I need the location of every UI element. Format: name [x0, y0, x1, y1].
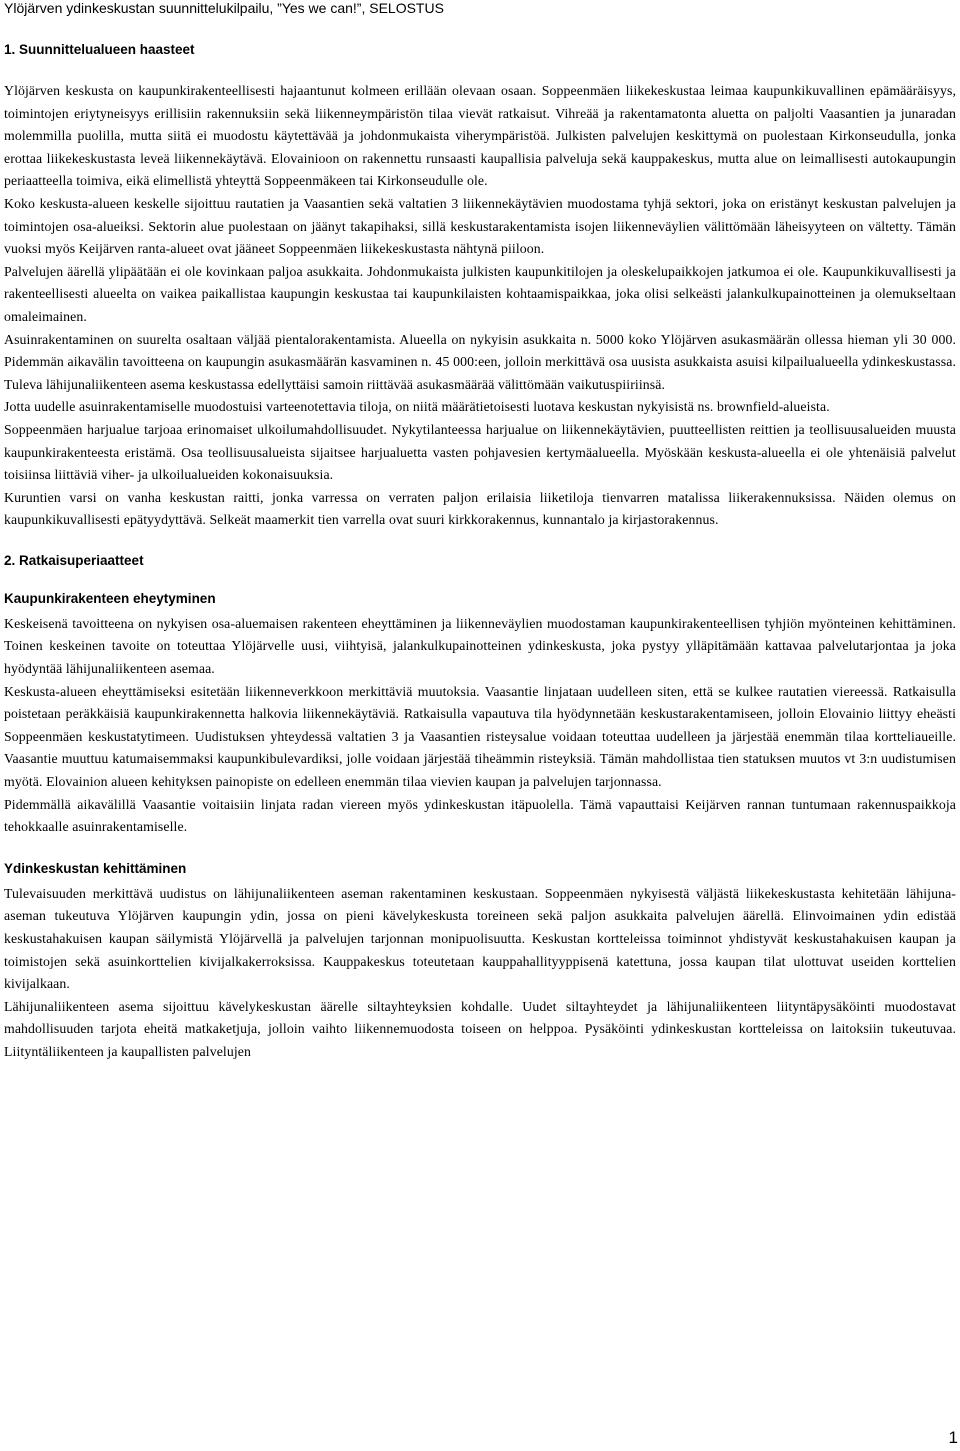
paragraph: Koko keskusta-alueen keskelle sijoittuu rautatien ja Vaasantien sekä valtatien 3 liikennekäytävien muodostama tyhjä sektori, joka on eristänyt keskustan palvelujen ja toimintojen osa-alueiksi. Sektorin alue puolestaan on jäänyt takapihaksi, sillä keskustarakentamista isojen liikenneväylien välittömään läheisyyteen on vältetty. Tämän vuoksi myös Keijärven ranta-alueet ovat jääneet Soppeenmäen liikekeskustasta nähtynä piiloon.	[4, 195, 956, 257]
paragraph: Jotta uudelle asuinrakentamiselle muodostuisi varteenotettavia tiloja, on niitä määrätietoisesti luotava keskustan nykyisistä ns. brownfield-alueista.	[4, 399, 830, 415]
paragraph: Ylöjärven keskusta on kaupunkirakenteellisesti hajaantunut kolmeen erillään olevaan osaan. Soppeenmäen liikekeskustaa leimaa kaupunkikuvallinen epämääräisyys, toimintojen eriytyneisyys erillisiin rakennuksiin sekä liikenneympäristön tilaa vievät ratkaisut. Vihreää ja rakentamatonta aluetta on paljolti Vaasantien ja junaradan molemmilla puolilla, mutta siitä ei muodostu käytettävää ja johdonmukaista viherympäristöä. Julkisten palvelujen keskittymä on puolestaan Kirkonseudulla, jonka erottaa liikekeskustasta leveä liikennekäytävä. Elovainioon on rakennettu runsaasti kaupallisia palveluja sekä kauppakeskus, mutta alue on leimallisesti autokaupungin periaatteella toimiva, eikä elimellistä yhteyttä Soppeenmäkeen tai Kirkonseudulle ole.	[4, 83, 956, 189]
paragraph: Keskusta-alueen eheyttämiseksi esitetään liikenneverkkoon merkittäviä muutoksia. Vaasantie linjataan uudelleen siten, että se kulkee rautatien viereessä. Ratkaisulla poistetaan peräkkäisiä kaupunkirakennetta halkovia liikennekäytäviä. Ratkaisulla vapautuva tila hyödynnetään keskustarakentamiseen, jolloin Elovainio liittyy eheästi Soppeenmäen keskustatytimeen. Uudistuksen yhteydessä valtatien 3 ja Vaasantien risteysalue voidaan toteuttaa uudelleen ja järjestää enemmän tilaa kortteliaueille. Vaasantie muuttuu katumaisemmaksi kaupunkibulevardiksi, jolle voidaan järjestää tiheämmin risteyksiä. Tämän mahdollistaa tien statuksen muutos vt 3:n uudistumisen myötä. Elovainion alueen kehityksen painopiste on edelleen enemmän tilaa vievien kaupan ja palvelujen tarjonnassa.	[4, 683, 956, 790]
paragraph: Pidemmällä aikavälillä Vaasantie voitaisiin linjata radan viereen myös ydinkeskustan itäpuolella. Tämä vapauttaisi Keijärven rannan tuntumaan rakennuspaikkoja tehokkaalle asuinrakentamiselle.	[4, 796, 956, 835]
document-page	[4, 0, 956, 1064]
subsection-heading-ydinkeskusta: Ydinkeskustan kehittäminen	[4, 860, 187, 876]
document-title: Ylöjärven ydinkeskustan suunnittelukilpailu, ”Yes we can!”, SELOSTUS	[4, 0, 444, 16]
paragraph: Tulevaisuuden merkittävä uudistus on lähijunaliikenteen aseman rakentaminen keskustaan. Soppeenmäen nykyisestä väljästä liikekeskustasta kehitetään lähijuna-aseman tukeutuva Ylöjärven kaupungin ydin, jossa on pieni kävelykeskusta toreineen sekä paljon asukkaita palvelujen äärellä. Elinvoimainen ydin edistää keskustahakuisen kaupan säilymistä Ylöjärvellä ja palvelujen tarjonnan monipuolisuutta. Keskustan kortteleissa toiminnot yhdistyvät keskustahakuisen kaupan ja toimistojen sekä asuinkorttelien kivijalkakerroksissa. Kauppakeskus toteutetaan kauppahallityyppisenä katettuna, jossa kaupan tilat ulottuvat useiden korttelien kivijalkaan.	[4, 885, 956, 992]
page-number: 1	[948, 1428, 958, 1447]
spacer	[4, 839, 956, 861]
paragraph: Asuinrakentaminen on suurelta osaltaan väljää pientalorakentamista. Alueella on nykyisin asukkaita n. 5000 koko Ylöjärven asukasmäärän ollessa hieman yli 30 000. Pidemmän aikavälin tavoitteena on kaupungin asukasmäärän kasvaminen n. 45 000:een, jolloin merkittävä osa uusista asukkaista asuisi kilpailualueella ydinkeskustassa. Tuleva lähijunaliikenteen asema keskustassa edellyttäisi samoin riittävää asukasmäärää välittömään vaikutuspiiriinsä.	[4, 331, 956, 392]
paragraph: Kuruntien varsi on vanha keskustan raitti, jonka varressa on verraten paljon erilaisia liiketiloja tienvarren matalissa liikerakennuksissa. Näiden olemus on kaupunkikuvallisesti epätyydyttävä. Selkeät maamerkit tien varrella ovat suuri kirkkorakennus, kunnantalo ja kirjastorakennus.	[4, 489, 956, 528]
paragraph: Lähijunaliikenteen asema sijoittuu kävelykeskustan äärelle siltayhteyksien kohdalle. Uudet siltayhteydet ja lähijunaliikenteen liityntäpysäköinti muodostavat mahdollisuuden tarjota eheitä matkaketjuja, jolloin vaihto liikennemuodosta toiseen on helppoa. Pysäköinti ydinkeskustan kortteleissa on laitoksiin tukeutuvaa. Liityntäliikenteen ja kaupallisten palvelujen	[4, 998, 956, 1059]
section-heading-ratkaisuperiaatteet: 2. Ratkaisuperiaatteet	[4, 552, 144, 568]
subsection-body-ydinkeskusta	[4, 883, 956, 1064]
paragraph: Soppeenmäen harjualue tarjoaa erinomaiset ulkoilumahdollisuudet. Nykytilanteessa harjualue on liikennekäytävien, puutteellisten reittien ja teollisuusalueiden muusta kaupunkirakenteesta eristämä. Osa teollisuusalueista sijaitsee harjualuetta vasten pohjavesien kertymäalueella. Myöskään keskusta-alueella ei ole yhtenäisiä palvelut toisiinsa liittäviä viher- ja ulkoilualueiden kokonaisuuksia.	[4, 421, 956, 483]
section-heading-haasteet: 1. Suunnittelualueen haasteet	[4, 42, 195, 57]
subsection-heading-eheytyminen: Kaupunkirakenteen eheytyminen	[4, 590, 216, 606]
paragraph: Palvelujen äärellä ylipäätään ei ole kovinkaan paljoa asukkaita. Johdonmukaista julkisten kaupunkitilojen ja oleskelupaikkojen jatkumoa ei ole. Kaupunkikuvallisesti ja rakenteellisesti alueelta on vaikea paikallistaa kaupungin keskustaa tai kaupunkilaisten kohtaamispaikkaa, joka olisi selkeästi jalankulkupainotteinen ja olemukseltaan omaleimainen.	[4, 263, 956, 324]
section-body-haasteet	[4, 80, 956, 532]
subsection-body-eheytyminen	[4, 613, 956, 839]
paragraph: Keskeisenä tavoitteena on nykyisen osa-aluemaisen rakenteen eheyttäminen ja liikenneväylien muodostaman kaupunkirakenteellisen tyhjiön myönteinen kehittäminen. Toinen keskeinen tavoite on toteuttaa Ylöjärvelle uusi, viihtyisä, jalankulkupainotteinen ydinkeskusta, joka pystyy ylläpitämään kattavaa palvelutarjontaa ja joka hyödyntää lähijunaliikenteen asemaa.	[4, 615, 956, 677]
